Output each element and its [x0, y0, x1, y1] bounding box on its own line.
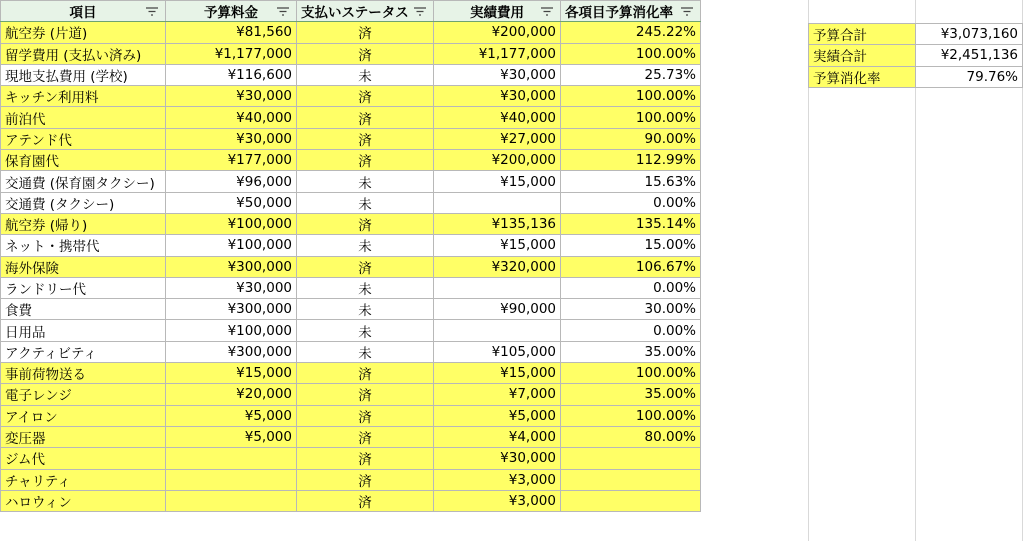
cell-rate[interactable]: 80.00%	[561, 426, 701, 447]
summary-value[interactable]: ¥3,073,160	[916, 24, 1023, 45]
filter-icon[interactable]	[540, 6, 554, 17]
cell-rate[interactable]: 35.00%	[561, 384, 701, 405]
cell-status[interactable]: 済	[297, 405, 434, 426]
cell-rate[interactable]: 35.00%	[561, 341, 701, 362]
cell-item[interactable]: 保育園代	[1, 150, 166, 171]
cell-actual[interactable]: ¥30,000	[434, 86, 561, 107]
summary-label[interactable]: 予算合計	[809, 24, 916, 45]
cell-budget[interactable]: ¥81,560	[166, 22, 297, 43]
table-row	[1, 22, 701, 43]
cell-actual[interactable]: ¥105,000	[434, 341, 561, 362]
cell-budget[interactable]: ¥100,000	[166, 213, 297, 234]
cell-budget[interactable]: ¥50,000	[166, 192, 297, 213]
table-row	[1, 384, 701, 405]
cell-budget[interactable]: ¥20,000	[166, 384, 297, 405]
cell-actual[interactable]	[434, 277, 561, 298]
cell-status[interactable]: 未	[297, 341, 434, 362]
cell-budget[interactable]: ¥30,000	[166, 86, 297, 107]
cell-rate[interactable]: 90.00%	[561, 128, 701, 149]
table-row	[1, 405, 701, 426]
summary-value[interactable]: ¥2,451,136	[916, 45, 1023, 66]
cell-status[interactable]: 済	[297, 469, 434, 490]
cell-item[interactable]: アイロン	[1, 405, 166, 426]
cell-budget[interactable]	[166, 469, 297, 490]
cell-rate[interactable]: 0.00%	[561, 192, 701, 213]
table-row	[1, 448, 701, 469]
cell-item[interactable]: アクティビティ	[1, 341, 166, 362]
cell-budget[interactable]: ¥30,000	[166, 128, 297, 149]
cell-item[interactable]: 変圧器	[1, 426, 166, 447]
table-row	[1, 43, 701, 64]
cell-actual[interactable]: ¥15,000	[434, 363, 561, 384]
table-row	[1, 64, 701, 85]
cell-item[interactable]: 交通費 (タクシー)	[1, 192, 166, 213]
cell-actual[interactable]: ¥15,000	[434, 171, 561, 192]
cell-budget[interactable]: ¥100,000	[166, 235, 297, 256]
header-label: 各項目予算消化率	[565, 5, 673, 22]
cell-budget[interactable]: ¥116,600	[166, 64, 297, 85]
cell-actual[interactable]: ¥200,000	[434, 150, 561, 171]
cell-actual[interactable]: ¥5,000	[434, 405, 561, 426]
summary-label[interactable]: 予算消化率	[809, 66, 916, 87]
cell-item[interactable]: 航空券 (片道)	[1, 22, 166, 43]
cell-rate[interactable]: 25.73%	[561, 64, 701, 85]
table-row	[1, 341, 701, 362]
filter-icon[interactable]	[680, 6, 694, 17]
cell-actual[interactable]: ¥320,000	[434, 256, 561, 277]
header-rate[interactable]	[561, 1, 701, 22]
cell-status[interactable]: 未	[297, 171, 434, 192]
cell-actual[interactable]: ¥40,000	[434, 107, 561, 128]
header-item[interactable]	[1, 1, 166, 22]
cell-budget[interactable]: ¥177,000	[166, 150, 297, 171]
header-label: 実績費用	[470, 5, 524, 22]
cell-actual[interactable]: ¥200,000	[434, 22, 561, 43]
cell-budget[interactable]: ¥300,000	[166, 299, 297, 320]
cell-status[interactable]: 未	[297, 64, 434, 85]
table-row	[1, 363, 701, 384]
cell-actual[interactable]: ¥135,136	[434, 213, 561, 234]
cell-actual[interactable]: ¥3,000	[434, 469, 561, 490]
filter-icon[interactable]	[276, 6, 290, 17]
cell-actual[interactable]: ¥4,000	[434, 426, 561, 447]
cell-rate[interactable]	[561, 490, 701, 511]
cell-status[interactable]: 済	[297, 150, 434, 171]
cell-item[interactable]: 海外保険	[1, 256, 166, 277]
filter-icon[interactable]	[145, 6, 159, 17]
header-actual[interactable]	[434, 1, 561, 22]
cell-budget[interactable]: ¥5,000	[166, 426, 297, 447]
cell-status[interactable]: 済	[297, 213, 434, 234]
cell-item[interactable]: 前泊代	[1, 107, 166, 128]
cell-item[interactable]: 日用品	[1, 320, 166, 341]
cell-status[interactable]: 未	[297, 299, 434, 320]
cell-item[interactable]: 食費	[1, 299, 166, 320]
cell-item[interactable]: ジム代	[1, 448, 166, 469]
table-row	[1, 490, 701, 511]
cell-status[interactable]: 済	[297, 426, 434, 447]
table-row	[1, 213, 701, 234]
cell-item[interactable]: アテンド代	[1, 128, 166, 149]
cell-item[interactable]: 現地支払費用 (学校)	[1, 64, 166, 85]
header-status[interactable]	[297, 1, 434, 22]
cell-item[interactable]: 電子レンジ	[1, 384, 166, 405]
header-label: 項目	[69, 5, 97, 22]
cell-actual[interactable]: ¥15,000	[434, 235, 561, 256]
cell-status[interactable]: 済	[297, 107, 434, 128]
cell-item[interactable]: 事前荷物送る	[1, 363, 166, 384]
cell-actual[interactable]	[434, 320, 561, 341]
cell-rate[interactable]: 100.00%	[561, 405, 701, 426]
cell-rate[interactable]: 106.67%	[561, 256, 701, 277]
table-row	[1, 86, 701, 107]
summary-row	[809, 45, 1023, 66]
summary-table	[808, 23, 1023, 88]
cell-actual[interactable]: ¥30,000	[434, 448, 561, 469]
cell-status[interactable]: 未	[297, 277, 434, 298]
cell-status[interactable]: 済	[297, 43, 434, 64]
cell-status[interactable]: 未	[297, 320, 434, 341]
cell-actual[interactable]	[434, 192, 561, 213]
cell-status[interactable]: 未	[297, 235, 434, 256]
table-row	[1, 150, 701, 171]
cell-status[interactable]: 済	[297, 22, 434, 43]
header-label: 支払いステータス	[301, 5, 409, 22]
cell-budget[interactable]: ¥300,000	[166, 341, 297, 362]
cell-status[interactable]: 済	[297, 384, 434, 405]
cell-rate[interactable]	[561, 469, 701, 490]
table-row	[1, 192, 701, 213]
cell-rate[interactable]: 100.00%	[561, 43, 701, 64]
table-row	[1, 426, 701, 447]
cell-rate[interactable]	[561, 448, 701, 469]
cell-rate[interactable]: 15.63%	[561, 171, 701, 192]
cell-budget[interactable]: ¥300,000	[166, 256, 297, 277]
cell-rate[interactable]: 100.00%	[561, 107, 701, 128]
cell-item[interactable]: 留学費用 (支払い済み)	[1, 43, 166, 64]
cell-item[interactable]: ネット・携帯代	[1, 235, 166, 256]
cell-budget[interactable]	[166, 490, 297, 511]
cell-rate[interactable]: 0.00%	[561, 320, 701, 341]
table-row	[1, 277, 701, 298]
table-row	[1, 469, 701, 490]
table-row	[1, 299, 701, 320]
table-row	[1, 107, 701, 128]
summary-value[interactable]: 79.76%	[916, 66, 1023, 87]
table-row	[1, 320, 701, 341]
cell-rate[interactable]: 135.14%	[561, 213, 701, 234]
header-budget[interactable]	[166, 1, 297, 22]
cell-rate[interactable]: 0.00%	[561, 277, 701, 298]
cell-budget[interactable]: ¥5,000	[166, 405, 297, 426]
cell-actual[interactable]: ¥30,000	[434, 64, 561, 85]
cell-item[interactable]: キッチン利用料	[1, 86, 166, 107]
cell-status[interactable]: 済	[297, 448, 434, 469]
cell-status[interactable]: 済	[297, 256, 434, 277]
header-label: 予算料金	[204, 5, 258, 22]
cell-budget[interactable]: ¥1,177,000	[166, 43, 297, 64]
table-row	[1, 235, 701, 256]
cell-status[interactable]: 済	[297, 490, 434, 511]
cell-budget[interactable]: ¥40,000	[166, 107, 297, 128]
cell-status[interactable]: 済	[297, 363, 434, 384]
cell-item[interactable]: チャリティ	[1, 469, 166, 490]
cell-actual[interactable]: ¥1,177,000	[434, 43, 561, 64]
summary-row	[809, 66, 1023, 87]
cell-rate[interactable]: 15.00%	[561, 235, 701, 256]
cell-rate[interactable]: 30.00%	[561, 299, 701, 320]
cell-item[interactable]: ハロウィン	[1, 490, 166, 511]
cell-budget[interactable]: ¥96,000	[166, 171, 297, 192]
header-row	[1, 1, 701, 22]
filter-icon[interactable]	[413, 6, 427, 17]
cell-budget[interactable]: ¥30,000	[166, 277, 297, 298]
cell-rate[interactable]: 100.00%	[561, 363, 701, 384]
cell-actual[interactable]: ¥3,000	[434, 490, 561, 511]
summary-row	[809, 24, 1023, 45]
cell-budget[interactable]: ¥100,000	[166, 320, 297, 341]
cell-rate[interactable]: 245.22%	[561, 22, 701, 43]
cell-actual[interactable]: ¥27,000	[434, 128, 561, 149]
cell-status[interactable]: 未	[297, 192, 434, 213]
table-row	[1, 256, 701, 277]
cell-item[interactable]: 航空券 (帰り)	[1, 213, 166, 234]
cell-actual[interactable]: ¥7,000	[434, 384, 561, 405]
table-row	[1, 171, 701, 192]
cell-rate[interactable]: 112.99%	[561, 150, 701, 171]
cell-actual[interactable]: ¥90,000	[434, 299, 561, 320]
cell-rate[interactable]: 100.00%	[561, 86, 701, 107]
cell-item[interactable]: 交通費 (保育園タクシー)	[1, 171, 166, 192]
table-row	[1, 128, 701, 149]
cell-status[interactable]: 済	[297, 86, 434, 107]
cell-status[interactable]: 済	[297, 128, 434, 149]
cell-budget[interactable]	[166, 448, 297, 469]
summary-label[interactable]: 実績合計	[809, 45, 916, 66]
cell-budget[interactable]: ¥15,000	[166, 363, 297, 384]
cell-item[interactable]: ランドリー代	[1, 277, 166, 298]
